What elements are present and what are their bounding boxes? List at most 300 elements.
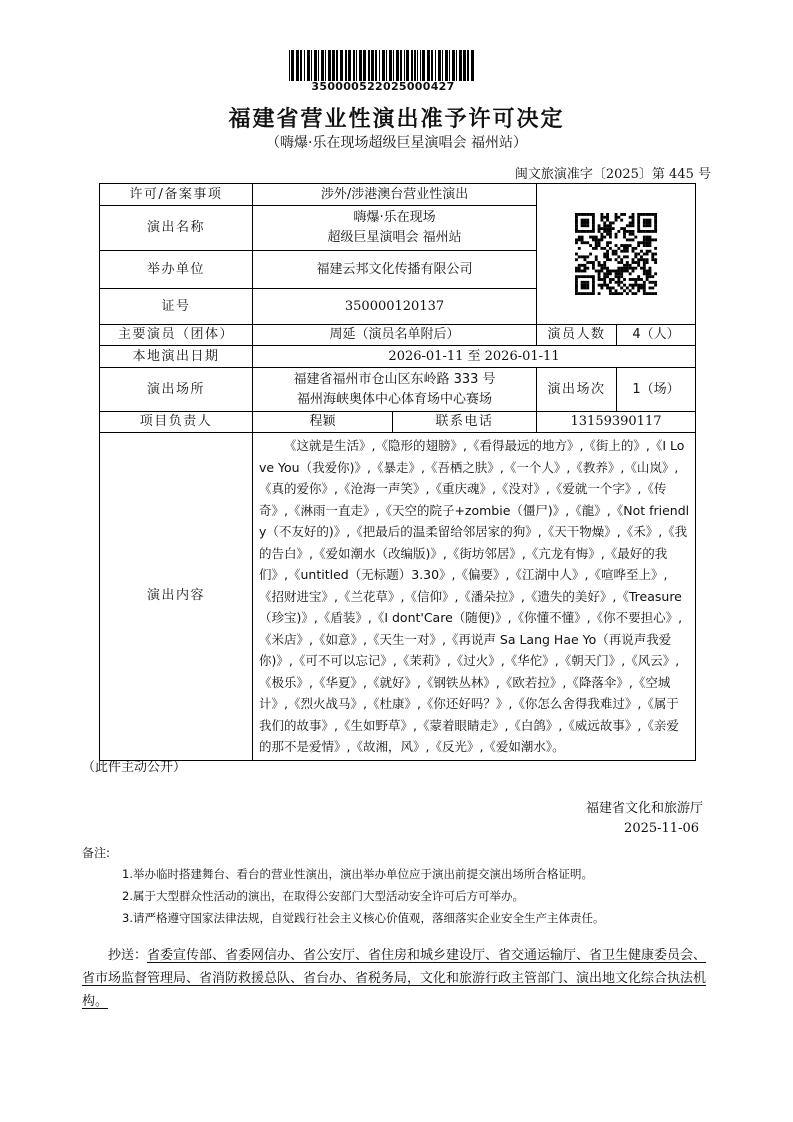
qr-module — [640, 230, 643, 233]
barcode-bar — [406, 50, 409, 81]
qr-module — [581, 230, 584, 233]
document-title: 福建省营业性演出准予许可决定 — [228, 107, 565, 132]
qr-module — [595, 255, 598, 258]
qr-module — [592, 221, 595, 224]
qr-module — [626, 270, 629, 273]
qr-module — [575, 281, 578, 284]
qr-module — [583, 213, 586, 216]
qr-module — [586, 284, 589, 287]
qr-module — [646, 241, 649, 244]
qr-module — [578, 267, 581, 270]
show-name-line1: 嗨爆·乐在现场 — [353, 210, 436, 225]
qr-module — [609, 292, 612, 295]
label-organizer: 举办单位 — [100, 251, 253, 289]
qr-module — [583, 224, 586, 227]
qr-module — [612, 250, 615, 253]
qr-module — [615, 244, 618, 247]
qr-module — [575, 278, 578, 281]
qr-module — [623, 233, 626, 236]
barcode-bar — [471, 50, 474, 81]
qr-module — [646, 224, 649, 227]
qr-module — [606, 241, 609, 244]
qr-module — [609, 227, 612, 230]
qr-module — [637, 244, 640, 247]
qr-module — [617, 275, 620, 278]
qr-module — [646, 253, 649, 256]
qr-module — [603, 230, 606, 233]
barcode-bar — [318, 50, 319, 81]
value-organizer: 福建云邦文化传播有限公司 — [253, 251, 537, 289]
qr-module — [589, 230, 592, 233]
value-show-dates: 2026-01-11 至 2026-01-11 — [253, 346, 696, 368]
qr-module — [643, 287, 646, 290]
qr-module — [654, 253, 657, 256]
value-permit-item: 涉外/涉港澳台营业性演出 — [253, 184, 537, 206]
row-show-dates — [100, 346, 696, 368]
qr-module — [637, 221, 640, 224]
qr-module — [623, 227, 626, 230]
qr-module — [609, 287, 612, 290]
qr-module — [598, 264, 601, 267]
qr-module — [578, 238, 581, 241]
qr-module — [617, 230, 620, 233]
qr-module — [654, 292, 657, 295]
qr-module — [603, 221, 606, 224]
label-contact-phone: 联系电话 — [393, 412, 537, 433]
qr-module — [649, 281, 652, 284]
qr-module — [575, 227, 578, 230]
qr-module — [600, 270, 603, 273]
qr-module — [583, 270, 586, 273]
qr-module — [615, 258, 618, 261]
qr-module — [609, 270, 612, 273]
qr-module — [615, 281, 618, 284]
qr-module — [603, 261, 606, 264]
qr-module — [612, 278, 615, 281]
barcode-bar — [363, 50, 366, 81]
qr-module — [632, 238, 635, 241]
qr-module — [640, 267, 643, 270]
qr-module — [623, 270, 626, 273]
qr-module — [592, 238, 595, 241]
qr-module — [637, 275, 640, 278]
qr-module — [606, 224, 609, 227]
remarks-label: 备注: — [82, 846, 111, 860]
qr-module — [651, 281, 654, 284]
label-main-performers: 主要演员（团体） — [100, 325, 253, 346]
barcode-bar — [449, 50, 450, 81]
barcode-bar — [452, 50, 455, 81]
qr-module — [646, 261, 649, 264]
qr-module — [646, 292, 649, 295]
row-project-lead — [100, 412, 696, 433]
qr-module — [620, 275, 623, 278]
qr-module — [592, 289, 595, 292]
qr-module — [620, 258, 623, 261]
qr-module — [651, 213, 654, 216]
qr-module — [603, 247, 606, 250]
qr-module — [632, 292, 635, 295]
qr-module — [629, 272, 632, 275]
qr-module — [654, 272, 657, 275]
qr-module — [632, 221, 635, 224]
qr-module — [654, 216, 657, 219]
qr-module — [640, 284, 643, 287]
barcode-bar — [386, 50, 387, 81]
qr-module — [640, 278, 643, 281]
qr-module — [575, 230, 578, 233]
value-show-name — [253, 206, 537, 251]
qr-module — [603, 236, 606, 239]
qr-module — [586, 241, 589, 244]
qr-module — [583, 221, 586, 224]
qr-module — [626, 255, 629, 258]
barcode-bar — [422, 50, 425, 81]
qr-module — [581, 270, 584, 273]
row-venue — [100, 368, 696, 412]
qr-module — [600, 227, 603, 230]
qr-module — [586, 221, 589, 224]
qr-module — [629, 278, 632, 281]
qr-module — [646, 236, 649, 239]
qr-module — [598, 292, 601, 295]
qr-module — [629, 244, 632, 247]
qr-module — [581, 292, 584, 295]
qr-module — [617, 278, 620, 281]
qr-module — [609, 281, 612, 284]
label-performer-count: 演员人数 — [537, 325, 617, 346]
qr-module — [589, 244, 592, 247]
qr-module — [623, 213, 626, 216]
qr-module — [598, 224, 601, 227]
qr-module — [603, 253, 606, 256]
qr-module — [578, 236, 581, 239]
barcode — [289, 50, 476, 81]
qr-module — [646, 238, 649, 241]
qr-module — [646, 230, 649, 233]
qr-module — [600, 236, 603, 239]
qr-module — [646, 213, 649, 216]
barcode-bar — [307, 50, 310, 81]
qr-module — [654, 224, 657, 227]
qr-module — [626, 247, 629, 250]
qr-module — [646, 272, 649, 275]
qr-module — [589, 292, 592, 295]
qr-module — [583, 287, 586, 290]
qr-module — [583, 275, 586, 278]
qr-module — [592, 292, 595, 295]
value-show-count: 1（场） — [617, 368, 696, 412]
qr-module — [632, 287, 635, 290]
qr-module — [578, 230, 581, 233]
qr-module — [609, 289, 612, 292]
qr-module — [575, 292, 578, 295]
qr-module — [592, 275, 595, 278]
qr-module — [600, 278, 603, 281]
qr-module — [626, 264, 629, 267]
qr-module — [632, 267, 635, 270]
qr-module — [592, 213, 595, 216]
qr-module — [617, 255, 620, 258]
qr-module — [615, 236, 618, 239]
qr-module — [637, 219, 640, 222]
qr-module — [634, 261, 637, 264]
qr-module — [609, 258, 612, 261]
qr-module — [609, 224, 612, 227]
qr-module — [643, 241, 646, 244]
qr-module — [595, 241, 598, 244]
qr-module — [575, 289, 578, 292]
barcode-bar — [456, 50, 457, 81]
qr-module — [592, 224, 595, 227]
qr-module — [575, 253, 578, 256]
qr-module — [615, 272, 618, 275]
qr-module — [646, 278, 649, 281]
qr-module — [600, 284, 603, 287]
qr-module — [612, 221, 615, 224]
qr-module — [620, 272, 623, 275]
qr-module — [586, 255, 589, 258]
qr-module — [649, 241, 652, 244]
label-show-dates: 本地演出日期 — [100, 346, 253, 368]
qr-module — [600, 264, 603, 267]
qr-module — [595, 247, 598, 250]
qr-module — [629, 221, 632, 224]
label-show-content: 演出内容 — [100, 433, 253, 761]
qr-module — [654, 238, 657, 241]
qr-module — [575, 238, 578, 241]
qr-module — [606, 230, 609, 233]
qr-module — [586, 292, 589, 295]
qr-module — [640, 287, 643, 290]
qr-module — [598, 270, 601, 273]
qr-module — [583, 230, 586, 233]
qr-module — [603, 284, 606, 287]
qr-module — [606, 219, 609, 222]
qr-module — [606, 287, 609, 290]
qr-module — [629, 264, 632, 267]
qr-module — [589, 213, 592, 216]
qr-module — [609, 241, 612, 244]
qr-module — [592, 230, 595, 233]
qr-module — [589, 236, 592, 239]
barcode-bar — [348, 50, 351, 81]
public-disclosure-note: （此件主动公开） — [82, 760, 187, 775]
qr-module — [620, 267, 623, 270]
qr-module — [606, 275, 609, 278]
qr-module — [632, 258, 635, 261]
qr-code-cell — [537, 184, 696, 325]
remark-item: 3.请严格遵守国家法律法规，自觉践行社会主义核心价值观，落细落实企业安全生产主体责任。 — [122, 911, 605, 925]
qr-module — [583, 281, 586, 284]
qr-module — [575, 221, 578, 224]
qr-module — [606, 255, 609, 258]
qr-module — [598, 241, 601, 244]
qr-module — [586, 281, 589, 284]
qr-module — [632, 233, 635, 236]
value-main-performers: 周延（演员名单附后） — [253, 325, 537, 346]
qr-module — [581, 224, 584, 227]
qr-module — [615, 233, 618, 236]
qr-module — [640, 250, 643, 253]
qr-module — [600, 219, 603, 222]
qr-module — [606, 270, 609, 273]
label-venue: 演出场所 — [100, 368, 253, 412]
barcode-bar — [359, 50, 362, 81]
qr-module — [634, 253, 637, 256]
qr-module — [654, 284, 657, 287]
qr-module — [637, 253, 640, 256]
qr-module — [600, 287, 603, 290]
qr-module — [600, 238, 603, 241]
qr-module — [646, 221, 649, 224]
qr-module — [620, 227, 623, 230]
qr-module — [578, 264, 581, 267]
qr-module — [603, 267, 606, 270]
qr-module — [640, 258, 643, 261]
qr-module — [634, 255, 637, 258]
barcode-bar — [420, 50, 421, 81]
label-show-count: 演出场次 — [537, 368, 617, 412]
qr-module — [654, 281, 657, 284]
barcode-bar — [296, 50, 299, 81]
qr-module — [581, 275, 584, 278]
qr-module — [620, 244, 623, 247]
qr-module — [578, 270, 581, 273]
qr-module — [637, 258, 640, 261]
qr-module — [620, 261, 623, 264]
qr-module — [643, 272, 646, 275]
qr-module — [615, 275, 618, 278]
qr-module — [654, 213, 657, 216]
qr-module — [581, 236, 584, 239]
qr-module — [643, 258, 646, 261]
qr-module — [651, 238, 654, 241]
qr-module — [606, 250, 609, 253]
qr-module — [629, 233, 632, 236]
qr-module — [620, 281, 623, 284]
value-license-number: 350000120137 — [253, 289, 537, 325]
qr-module — [643, 253, 646, 256]
qr-module — [646, 219, 649, 222]
qr-module — [589, 275, 592, 278]
qr-module — [643, 244, 646, 247]
barcode-bar — [300, 50, 302, 81]
qr-module — [620, 250, 623, 253]
qr-module — [612, 292, 615, 295]
barcode-bar — [291, 50, 294, 81]
barcode-bar — [393, 50, 394, 81]
qr-module — [612, 253, 615, 256]
qr-module — [586, 287, 589, 290]
qr-module — [643, 292, 646, 295]
barcode-bar — [404, 50, 405, 81]
qr-module — [649, 230, 652, 233]
qr-module — [643, 221, 646, 224]
qr-module — [654, 227, 657, 230]
qr-module — [606, 267, 609, 270]
qr-module — [609, 236, 612, 239]
qr-module — [583, 258, 586, 261]
row-permit-item — [100, 184, 696, 206]
qr-module — [600, 267, 603, 270]
qr-module — [617, 292, 620, 295]
qr-module — [632, 261, 635, 264]
qr-module — [649, 287, 652, 290]
qr-module — [640, 213, 643, 216]
barcode-bar — [389, 50, 392, 81]
qr-module — [649, 292, 652, 295]
qr-module — [609, 230, 612, 233]
qr-module — [620, 270, 623, 273]
qr-module — [615, 216, 618, 219]
barcode-bar — [356, 50, 357, 81]
label-show-name: 演出名称 — [100, 206, 253, 251]
label-license-number: 证号 — [100, 289, 253, 325]
qr-module — [634, 284, 637, 287]
qr-module — [603, 224, 606, 227]
qr-module — [575, 241, 578, 244]
qr-module — [592, 284, 595, 287]
qr-module — [623, 236, 626, 239]
qr-module — [603, 264, 606, 267]
qr-module — [617, 284, 620, 287]
qr-code — [574, 213, 658, 295]
qr-module — [626, 267, 629, 270]
qr-module — [651, 253, 654, 256]
qr-module — [651, 275, 654, 278]
qr-module — [637, 287, 640, 290]
qr-module — [626, 224, 629, 227]
qr-module — [643, 236, 646, 239]
barcode-bar — [417, 50, 418, 81]
qr-module — [598, 227, 601, 230]
qr-module — [598, 261, 601, 264]
row-main-performers — [100, 325, 696, 346]
qr-module — [623, 244, 626, 247]
issuing-authority: 福建省文化和旅游厅 — [585, 801, 703, 816]
qr-module — [578, 213, 581, 216]
qr-module — [603, 275, 606, 278]
qr-module — [592, 236, 595, 239]
qr-module — [646, 250, 649, 253]
qr-module — [634, 247, 637, 250]
qr-module — [600, 213, 603, 216]
qr-module — [632, 219, 635, 222]
qr-module — [617, 247, 620, 250]
qr-module — [623, 230, 626, 233]
qr-module — [592, 227, 595, 230]
qr-module — [643, 270, 646, 273]
qr-module — [632, 284, 635, 287]
qr-module — [609, 278, 612, 281]
barcode-bar — [353, 50, 355, 81]
qr-module — [581, 284, 584, 287]
value-show-content: 《这就是生活》,《隐形的翅膀》,《看得最远的地方》,《街上的》,《I Love You（我爱你)》,《暴走》,《吾栖之肤》,《一个人》,《教养》,《山岚》,《真的爱你》,《沧海一声笑》,《重庆魂》,《没对》,《爱就一个字》,《传奇》,《淋雨一直走》,《天空的院子+zombie（僵尸)》,《龍》,《Not friendly（不友好的)》,《把最后的温柔留给邻居家的狗》,《天干物燥》,《禾》,《我的告白》,《爱如潮水（改编版)》,《街坊邻居》,《亢龙有悔》,《最好的我们》,《untitled（无标题）3.30》,《偏要》,《江湖中人》,《喧哗至上》,《招财进宝》,《兰花草》,《信仰》,《潘朵拉》,《遗失的美好》,《Treasure（珍宝)》,《盾装》,《I dont'Care（随便)》,《你懂不懂》,《你不要担心》,《米店》,《如意》,《天生一对》,《再说声 Sa Lang Hae Yo（再说声我爱你)》,《可不可以忘记》,《茉莉》,《过火》,《华佗》,《朝天门》,《风云》,《极乐》,《华夏》,《就好》,《钢铁丛林》,《欧若拉》,《降落伞》,《空城计》,《烈火战马》,《杜康》,《你还好吗？》,《你怎么舍得我难过》,《属于我们的故事》,《生如野草》,《蒙着眼睛走》,《白鸽》,《威远故事》,《亲爱的那不是爱情》,《故湘，风》,《反光》,《爱如潮水》。 — [253, 433, 696, 761]
barcode-bar — [289, 50, 290, 81]
document-number: 闽文旅演准字〔2025〕第 445 号 — [514, 167, 711, 182]
remark-item: 2.属于大型群众性活动的演出，在取得公安部门大型活动安全许可后方可举办。 — [122, 889, 524, 903]
barcode-bar — [435, 50, 436, 81]
qr-module — [612, 270, 615, 273]
qr-module — [632, 213, 635, 216]
qr-module — [617, 281, 620, 284]
barcode-bar — [311, 50, 312, 81]
qr-module — [606, 227, 609, 230]
qr-module — [617, 261, 620, 264]
qr-module — [626, 244, 629, 247]
qr-module — [581, 241, 584, 244]
